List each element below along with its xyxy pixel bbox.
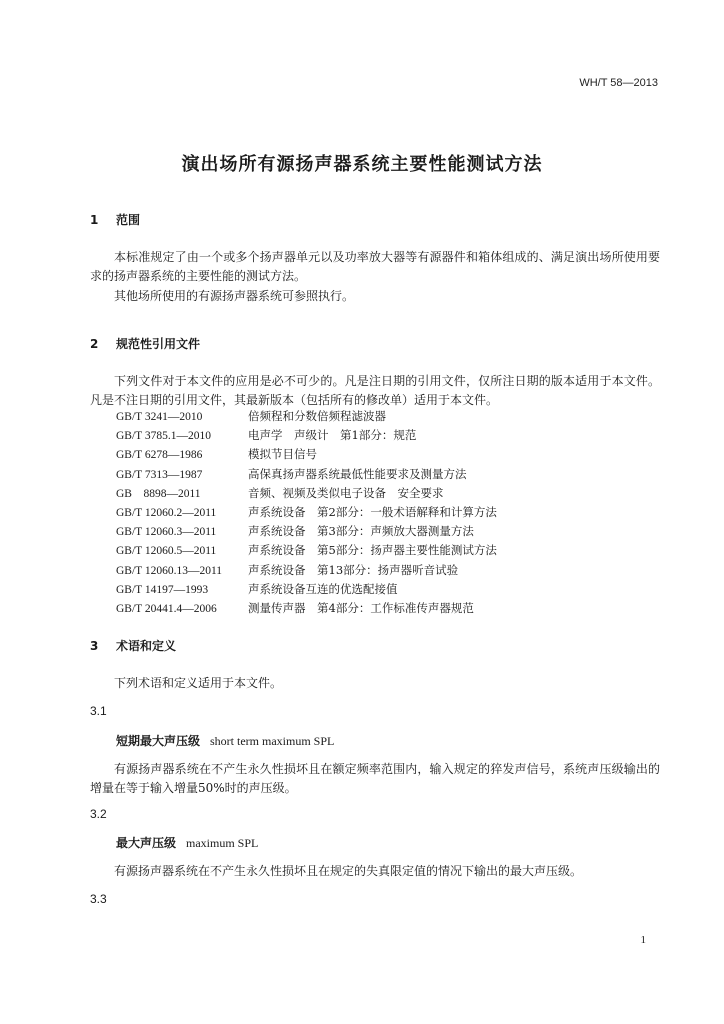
- section-title: 规范性引用文件: [116, 337, 201, 351]
- reference-title: 声系统设备 第2部分：一般术语解释和计算方法: [248, 504, 497, 519]
- term-english: maximum SPL: [186, 836, 259, 850]
- reference-item: [116, 503, 497, 522]
- section-title: 范围: [116, 213, 141, 227]
- reference-title: 电声学 声级计 第1部分：规范: [248, 428, 417, 443]
- term-number: 3.1: [90, 704, 107, 718]
- scope-paragraph: 本标准规定了由一个或多个扬声器单元以及功率放大器等有源器件和箱体组成的、满足演出场所使用要求的扬声器系统的主要性能的测试方法。: [90, 250, 660, 283]
- section-number: 3: [90, 639, 99, 653]
- reference-item: [116, 580, 497, 599]
- term-definition: 有源扬声器系统在不产生永久性损坏且在规定的失真限定值的情况下输出的最大声压级。: [114, 864, 583, 878]
- term-english: short term maximum SPL: [210, 734, 335, 748]
- reference-title: 声系统设备互连的优选配接值: [248, 581, 398, 596]
- reference-item: [116, 599, 497, 618]
- reference-item: [116, 407, 497, 426]
- term-chinese: 最大声压级: [116, 836, 177, 850]
- term-number: 3.3: [90, 892, 107, 906]
- reference-code: GB/T 7313—1987: [116, 468, 203, 481]
- section-1-heading: [90, 211, 140, 228]
- reference-code: GB/T 14197—1993: [116, 583, 209, 596]
- document-title: 演出场所有源扬声器系统主要性能测试方法: [181, 154, 543, 175]
- terms-intro-paragraph: 下列术语和定义适用于本文件。: [114, 676, 283, 690]
- reference-code: GB/T 3785.1—2010: [116, 430, 211, 443]
- term-number: 3.2: [90, 807, 107, 821]
- reference-code: GB/T 12060.2—2011: [116, 506, 217, 519]
- reference-code: GB/T 20441.4—2006: [116, 602, 217, 615]
- reference-item: [116, 445, 497, 464]
- reference-code: GB/T 3241—2010: [116, 411, 203, 423]
- reference-item: [116, 484, 497, 503]
- reference-item: [116, 522, 497, 541]
- reference-title: 声系统设备 第3部分：声频放大器测量方法: [248, 524, 474, 539]
- reference-title: 模拟节目信号: [248, 447, 317, 462]
- section-3-heading: [90, 637, 176, 654]
- term-chinese: 短期最大声压级: [116, 734, 201, 748]
- reference-code: GB/T 12060.3—2011: [116, 526, 217, 539]
- standard-code: WH/T 58—2013: [579, 77, 658, 89]
- reference-code: GB/T 12060.5—2011: [116, 545, 217, 558]
- reference-title: 测量传声器 第4部分：工作标准传声器规范: [248, 600, 474, 615]
- reference-item: [116, 541, 497, 560]
- reference-code: GB/T 12060.13—2011: [116, 564, 223, 577]
- reference-title: 声系统设备 第13部分：扬声器听音试验: [248, 562, 459, 577]
- section-number: 2: [90, 337, 99, 351]
- normative-intro-paragraph: 下列文件对于本文件的应用是必不可少的。凡是注日期的引用文件，仅所注日期的版本适用于本文件。凡是不注日期的引用文件，其最新版本（包括所有的修改单）适用于本文件。: [90, 374, 660, 407]
- section-title: 术语和定义: [116, 639, 177, 653]
- reference-title: 高保真扬声器系统最低性能要求及测量方法: [248, 466, 467, 481]
- reference-item: [116, 561, 497, 580]
- reference-code: GB/T 6278—1986: [116, 449, 203, 462]
- section-2-heading: [90, 335, 200, 352]
- reference-title: 声系统设备 第5部分：扬声器主要性能测试方法: [248, 543, 497, 558]
- scope-paragraph-2: 其他场所使用的有源扬声器系统可参照执行。: [114, 289, 355, 303]
- term-definition: 有源扬声器系统在不产生永久性损坏且在额定频率范围内，输入规定的猝发声信号，系统声压级输出的增量在等于输入增量50%时的声压级。: [90, 762, 660, 795]
- reference-code: GB 8898—2011: [116, 487, 201, 500]
- section-number: 1: [90, 213, 99, 227]
- reference-list: [116, 407, 497, 618]
- term-heading: [116, 834, 258, 851]
- page-number: 1: [640, 934, 646, 946]
- reference-item: [116, 426, 497, 445]
- reference-item: [116, 465, 497, 484]
- reference-title: 音频、视频及类似电子设备 安全要求: [248, 485, 444, 500]
- term-heading: [116, 732, 334, 749]
- reference-title: 倍频程和分数倍频程滤波器: [248, 409, 386, 423]
